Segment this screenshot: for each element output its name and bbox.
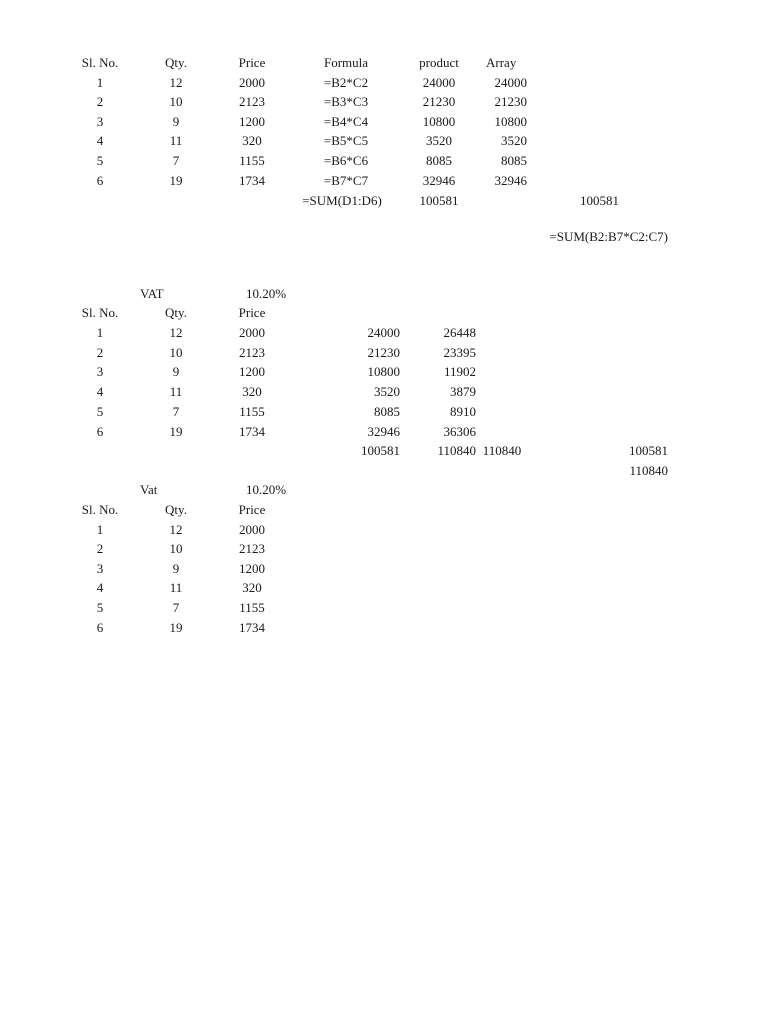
header-formula: Formula: [323, 55, 369, 70]
cell-array: 3520: [501, 133, 527, 148]
cell-array: 24000: [494, 75, 527, 90]
cell-product: 8085: [374, 404, 400, 419]
cell-sl-no: 1: [96, 325, 104, 340]
cell-with-vat: 36306: [443, 424, 476, 439]
cell-with-vat: 3879: [450, 384, 476, 399]
header-qty: Qty.: [165, 55, 187, 70]
cell-product: 8085: [426, 153, 452, 168]
cell-array: 8085: [501, 153, 527, 168]
array-formula-cell: =SUM(B2:B7*C2:C7): [549, 229, 668, 244]
header-price: Price: [238, 55, 266, 70]
vat-rate: 10.20%: [245, 286, 287, 301]
cell-formula: =B7*C7: [323, 173, 369, 188]
header-sl-no: Sl. No.: [81, 502, 119, 517]
vat-label: VAT: [140, 286, 164, 301]
cell-sl-no: 1: [96, 522, 104, 537]
cell-qty: 19: [169, 173, 183, 188]
header-qty: Qty.: [165, 502, 187, 517]
cell-qty: 11: [169, 384, 183, 399]
cell-sl-no: 1: [96, 75, 104, 90]
cell-sl-no: 4: [96, 384, 104, 399]
header-price: Price: [238, 305, 266, 320]
cell-sl-no: 3: [96, 114, 104, 129]
total-vat-cell: 110840: [437, 443, 476, 458]
cell-sl-no: 5: [96, 404, 104, 419]
cell-qty: 9: [172, 114, 180, 129]
far-total-cell: 110840: [629, 463, 668, 478]
cell-qty: 9: [172, 364, 180, 379]
sum-formula-cell: =SUM(D1:D6): [302, 193, 382, 208]
cell-price: 1734: [239, 424, 265, 439]
cell-formula: =B2*C2: [323, 75, 369, 90]
cell-qty: 9: [172, 561, 180, 576]
cell-sl-no: 6: [96, 424, 104, 439]
cell-qty: 11: [169, 580, 183, 595]
cell-with-vat: 26448: [443, 325, 476, 340]
cell-price: 320: [242, 133, 262, 148]
cell-price: 320: [242, 384, 262, 399]
cell-qty: 11: [169, 133, 183, 148]
header-array: Array: [486, 55, 517, 70]
cell-qty: 19: [169, 620, 183, 635]
cell-formula: =B6*C6: [323, 153, 369, 168]
cell-price: 2000: [239, 325, 265, 340]
cell-price: 320: [242, 580, 262, 595]
cell-qty: 12: [169, 75, 183, 90]
cell-price: 1734: [239, 620, 265, 635]
sum-value-cell: 100581: [419, 193, 459, 208]
cell-qty: 10: [169, 345, 183, 360]
header-qty: Qty.: [165, 305, 187, 320]
cell-qty: 7: [172, 153, 180, 168]
cell-price: 1200: [239, 114, 265, 129]
cell-price: 2123: [239, 94, 265, 109]
cell-formula: =B5*C5: [323, 133, 369, 148]
cell-price: 1734: [239, 173, 265, 188]
cell-product: 24000: [367, 325, 400, 340]
far-total-cell: 100581: [629, 443, 668, 458]
cell-product: 32946: [367, 424, 400, 439]
cell-sl-no: 2: [96, 541, 104, 556]
vat-label: Vat: [140, 482, 158, 497]
cell-sl-no: 4: [96, 580, 104, 595]
cell-sl-no: 2: [96, 94, 104, 109]
total-product-cell: 100581: [361, 443, 400, 458]
cell-product: 10800: [422, 114, 456, 129]
cell-price: 2123: [239, 541, 265, 556]
cell-qty: 12: [169, 522, 183, 537]
cell-sl-no: 2: [96, 345, 104, 360]
vat-rate: 10.20%: [245, 482, 287, 497]
cell-array: 21230: [494, 94, 527, 109]
cell-array: 32946: [494, 173, 527, 188]
cell-product: 21230: [367, 345, 400, 360]
cell-price: 1155: [239, 153, 265, 168]
cell-formula: =B3*C3: [323, 94, 369, 109]
header-sl-no: Sl. No.: [81, 55, 119, 70]
cell-product: 10800: [367, 364, 400, 379]
cell-price: 2000: [239, 522, 265, 537]
cell-qty: 10: [169, 94, 183, 109]
cell-array: 10800: [494, 114, 527, 129]
cell-price: 1200: [239, 561, 265, 576]
cell-price: 2000: [239, 75, 265, 90]
cell-price: 1155: [239, 600, 265, 615]
cell-sl-no: 3: [96, 364, 104, 379]
cell-with-vat: 23395: [443, 345, 476, 360]
cell-with-vat: 11902: [443, 364, 476, 379]
cell-price: 1155: [239, 404, 265, 419]
total-extra-cell: 110840: [482, 443, 522, 458]
cell-sl-no: 5: [96, 600, 104, 615]
cell-with-vat: 8910: [450, 404, 476, 419]
cell-sl-no: 6: [96, 620, 104, 635]
cell-sl-no: 4: [96, 133, 104, 148]
array-total-cell: 100581: [580, 193, 619, 208]
cell-product: 3520: [374, 384, 400, 399]
cell-product: 21230: [422, 94, 456, 109]
cell-price: 2123: [239, 345, 265, 360]
cell-qty: 12: [169, 325, 183, 340]
header-product: product: [419, 55, 459, 70]
cell-qty: 10: [169, 541, 183, 556]
cell-sl-no: 3: [96, 561, 104, 576]
cell-qty: 7: [172, 404, 180, 419]
cell-qty: 19: [169, 424, 183, 439]
header-sl-no: Sl. No.: [81, 305, 119, 320]
cell-product: 3520: [426, 133, 452, 148]
header-price: Price: [238, 502, 266, 517]
cell-product: 24000: [422, 75, 456, 90]
cell-sl-no: 6: [96, 173, 104, 188]
cell-formula: =B4*C4: [323, 114, 369, 129]
cell-product: 32946: [422, 173, 456, 188]
cell-sl-no: 5: [96, 153, 104, 168]
cell-price: 1200: [239, 364, 265, 379]
cell-qty: 7: [172, 600, 180, 615]
